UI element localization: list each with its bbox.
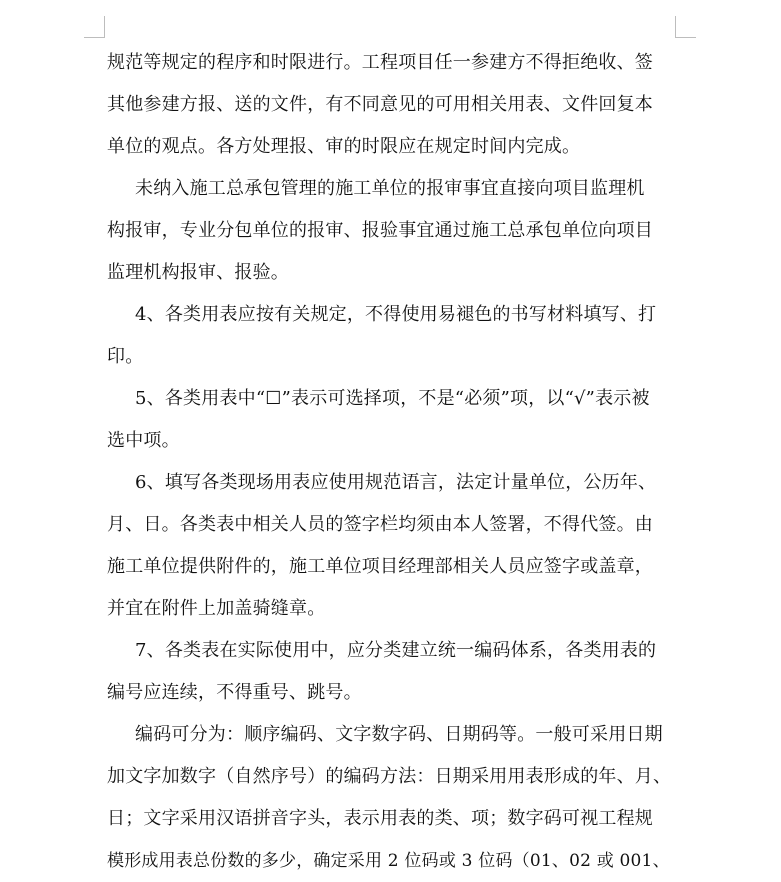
text-line: 4、各类用表应按有关规定，不得使用易褪色的书写材料填写、打	[135, 304, 657, 325]
text-line: 监理机构报审、报验。	[107, 262, 289, 283]
text-line: 编号应连续，不得重号、跳号。	[107, 682, 362, 703]
text-line: 选中项。	[107, 430, 180, 451]
crop-mark-top-left	[104, 16, 105, 38]
text-line: 日；文字采用汉语拼音字头，表示用表的类、项；数字码可视工程规	[107, 808, 653, 829]
text-line: 6、填写各类现场用表应使用规范语言，法定计量单位，公历年、	[135, 472, 657, 493]
text-line: 加文字加数字（自然序号）的编码方法：日期采用用表形成的年、月、	[107, 766, 672, 787]
text-line: 5、各类用表中“☐”表示可选择项，不是“必须”项，以“√”表示被	[135, 388, 650, 409]
document-body	[107, 42, 673, 882]
text-line: 施工单位提供附件的，施工单位项目经理部相关人员应签字或盖章，	[107, 556, 653, 577]
text-line: 编码可分为：顺序编码、文字数字码、日期码等。一般可采用日期	[135, 724, 663, 745]
crop-mark-top-right	[676, 37, 696, 38]
text-line: 其他参建方报、送的文件，有不同意见的可用相关用表、文件回复本	[107, 94, 653, 115]
text-line: 并宜在附件上加盖骑缝章。	[107, 598, 326, 619]
text-line: 构报审，专业分包单位的报审、报验事宜通过施工总承包单位向项目	[107, 220, 653, 241]
text-line: 7、各类表在实际使用中，应分类建立统一编码体系，各类用表的	[135, 640, 657, 661]
crop-mark-top-left	[84, 37, 104, 38]
text-line: 印。	[107, 346, 144, 367]
text-line: 未纳入施工总承包管理的施工单位的报审事宜直接向项目监理机	[135, 178, 645, 199]
text-line: 模形成用表总份数的多少，确定采用 2 位码或 3 位码（01、02 或 001、	[107, 851, 670, 871]
crop-mark-top-right	[675, 16, 676, 38]
text-line: 规范等规定的程序和时限进行。工程项目任一参建方不得拒绝收、签	[107, 52, 653, 73]
text-line: 月、日。各类表中相关人员的签字栏均须由本人签署，不得代签。由	[107, 514, 653, 535]
text-line: 单位的观点。各方处理报、审的时限应在规定时间内完成。	[107, 136, 581, 157]
